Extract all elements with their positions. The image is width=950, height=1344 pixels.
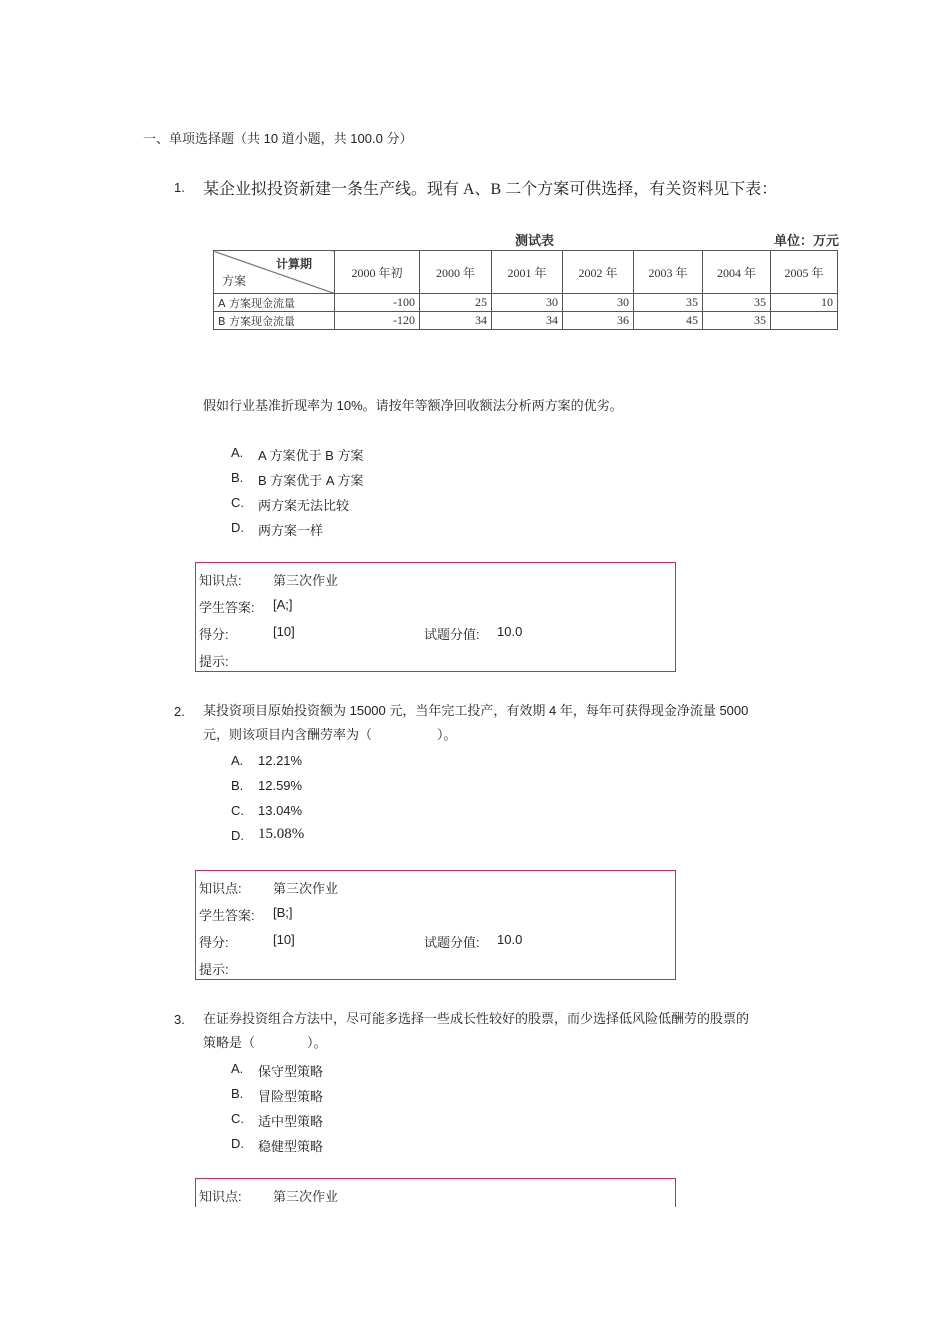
- question-3-info-box: [195, 1178, 676, 1207]
- answer-label: 学生答案:: [199, 908, 255, 923]
- question-1-figure-table: [203, 228, 853, 338]
- table-cell: [771, 312, 838, 330]
- row-label: B 方案现金流量: [214, 312, 335, 330]
- table-cell: 35: [703, 312, 771, 330]
- column-header: 2002 年: [563, 251, 634, 294]
- option-text[interactable]: 13.04%: [258, 803, 303, 818]
- option-text[interactable]: A 方案优于 B 方案: [258, 448, 364, 463]
- question-2-info-box: [195, 870, 676, 980]
- question-1-text-2: 假如行业基准折现率为 10%。请按年等额净回收额法分析两方案的优劣。: [203, 398, 623, 413]
- option-letter: A.: [231, 753, 244, 768]
- table-cell: -100: [335, 294, 420, 312]
- table-cell: 35: [634, 294, 703, 312]
- points-label: 试题分值:: [424, 935, 480, 950]
- option-letter: C.: [231, 495, 244, 510]
- option-letter: D.: [231, 520, 244, 535]
- table-cell: 34: [420, 312, 492, 330]
- points-value: 10.0: [497, 932, 523, 947]
- option-text[interactable]: 15.08%: [258, 826, 305, 842]
- score-value: [10]: [273, 932, 295, 947]
- knowledge-value: 第三次作业: [273, 573, 339, 588]
- option-letter: C.: [231, 1111, 244, 1126]
- corner-bottom-label: 方案: [222, 274, 247, 288]
- question-3-text-line-1: 在证券投资组合方法中，尽可能多选择一些成长性较好的股票，而少选择低风险低酬劳的股票的: [203, 1011, 750, 1026]
- question-1-number: 1.: [174, 180, 185, 195]
- option-letter: A.: [231, 445, 244, 460]
- table-cell: 10: [771, 294, 838, 312]
- table-row: [214, 294, 838, 312]
- figure-caption: 测试表: [515, 233, 555, 248]
- table-row: [214, 312, 838, 330]
- option-letter: B.: [231, 778, 244, 793]
- column-header: 2004 年: [703, 251, 771, 294]
- table-cell: 30: [563, 294, 634, 312]
- column-header: 2005 年: [771, 251, 838, 294]
- option-text[interactable]: 12.21%: [258, 753, 303, 768]
- option-letter: B.: [231, 1086, 244, 1101]
- table-cell: 25: [420, 294, 492, 312]
- knowledge-value: 第三次作业: [273, 1189, 339, 1204]
- table-corner-cell: [214, 251, 335, 294]
- option-text[interactable]: 保守型策略: [258, 1064, 324, 1079]
- option-letter: B.: [231, 470, 244, 485]
- answer-value: [A;]: [273, 597, 293, 612]
- question-2-text-line-1: 某投资项目原始投资额为 15000 元，当年完工投产，有效期 4 年，每年可获得现金净流量 5000: [203, 703, 749, 718]
- option-text[interactable]: B 方案优于 A 方案: [258, 473, 364, 488]
- option-letter: A.: [231, 1061, 244, 1076]
- question-2-text-line-2: 元，则该项目内含酬劳率为（ ）。: [203, 727, 457, 742]
- option-letter: D.: [231, 828, 244, 843]
- score-value: [10]: [273, 624, 295, 639]
- option-text[interactable]: 冒险型策略: [258, 1089, 324, 1104]
- points-label: 试题分值:: [424, 627, 480, 642]
- table-cell: 45: [634, 312, 703, 330]
- row-label: A 方案现金流量: [214, 294, 335, 312]
- column-header: 2003 年: [634, 251, 703, 294]
- option-text[interactable]: 两方案一样: [258, 523, 324, 538]
- question-1-info-box: [195, 562, 676, 672]
- table-cell: 30: [492, 294, 563, 312]
- table-cell: 36: [563, 312, 634, 330]
- option-text[interactable]: 12.59%: [258, 778, 303, 793]
- section-title: 一、单项选择题（共 10 道小题，共 100.0 分）: [143, 131, 413, 146]
- question-3-number: 3.: [174, 1012, 185, 1027]
- figure-unit: 单位：万元: [773, 233, 839, 248]
- score-label: 得分:: [199, 935, 229, 950]
- score-label: 得分:: [199, 627, 229, 642]
- corner-top-label: 计算期: [275, 257, 312, 271]
- column-header: 2001 年: [492, 251, 563, 294]
- question-3-text-line-2: 策略是（ ）。: [203, 1035, 327, 1050]
- question-2-number: 2.: [174, 704, 185, 719]
- table-cell: 35: [703, 294, 771, 312]
- option-text[interactable]: 两方案无法比较: [258, 498, 350, 513]
- hint-label: 提示:: [199, 654, 229, 669]
- points-value: 10.0: [497, 624, 523, 639]
- hint-label: 提示:: [199, 962, 229, 977]
- question-1-text: 某企业拟投资新建一条生产线。现有 A、B 二个方案可供选择，有关资料见下表：: [203, 181, 778, 198]
- column-header: 2000 年: [420, 251, 492, 294]
- table-cell: 34: [492, 312, 563, 330]
- knowledge-label: 知识点:: [199, 881, 242, 896]
- cashflow-table: [213, 250, 838, 330]
- option-letter: C.: [231, 803, 244, 818]
- knowledge-label: 知识点:: [199, 573, 242, 588]
- answer-label: 学生答案:: [199, 600, 255, 615]
- option-text[interactable]: 适中型策略: [258, 1114, 324, 1129]
- option-letter: D.: [231, 1136, 244, 1151]
- answer-value: [B;]: [273, 905, 293, 920]
- knowledge-label: 知识点:: [199, 1189, 242, 1204]
- option-text[interactable]: 稳健型策略: [258, 1139, 324, 1154]
- column-header: 2000 年初: [335, 251, 420, 294]
- table-cell: -120: [335, 312, 420, 330]
- knowledge-value: 第三次作业: [273, 881, 339, 896]
